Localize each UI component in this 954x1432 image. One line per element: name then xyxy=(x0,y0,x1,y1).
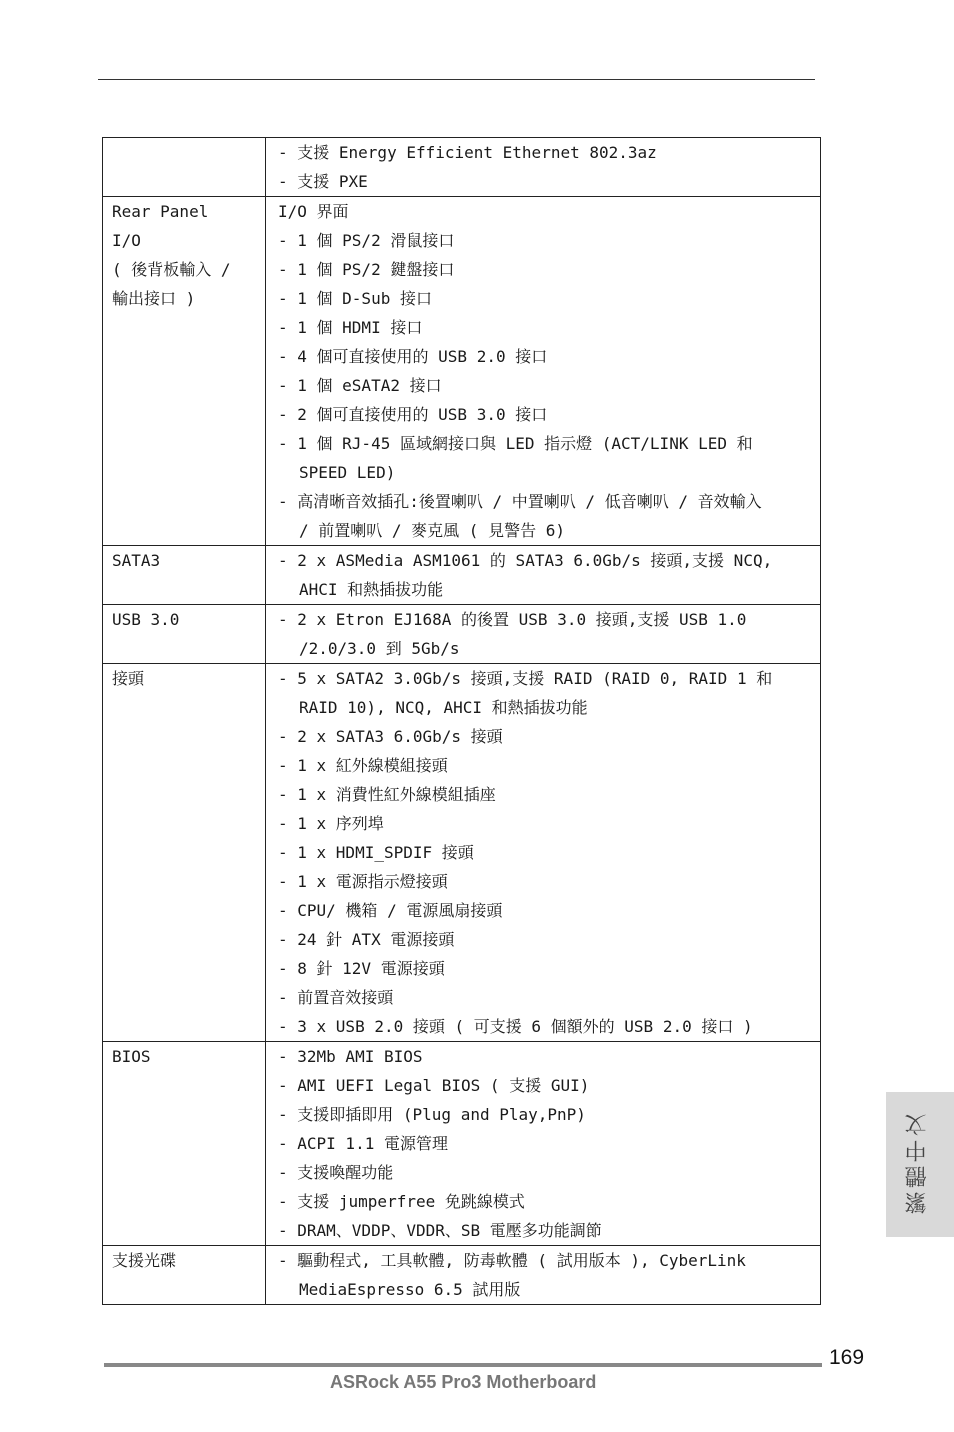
spec-value-line: - 前置音效接頭 xyxy=(278,988,394,1007)
spec-value-cell xyxy=(266,664,821,1042)
spec-value-line: - 2 x Etron EJ168A 的後置 USB 3.0 接頭,支援 USB 1.0 xyxy=(278,610,747,629)
spec-value-line: - 驅動程式, 工具軟體, 防毒軟體 ( 試用版本 ), CyberLink xyxy=(278,1251,746,1270)
spec-value-line: MediaEspresso 6.5 試用版 xyxy=(299,1280,521,1299)
top-rule xyxy=(98,79,815,80)
spec-value-line: - 高清晰音效插孔:後置喇叭 / 中置喇叭 / 低音喇叭 / 音效輸入 xyxy=(278,492,762,511)
spec-label-cell xyxy=(103,546,266,605)
spec-label-cell xyxy=(103,1042,266,1246)
spec-value-cell xyxy=(266,546,821,605)
spec-value-line: - ACPI 1.1 電源管理 xyxy=(278,1134,448,1153)
spec-value-line: - 5 x SATA2 3.0Gb/s 接頭,支援 RAID (RAID 0, RAID 1 和 xyxy=(278,669,773,688)
spec-label-line: BIOS xyxy=(112,1047,151,1066)
specification-table xyxy=(102,137,821,1305)
spec-row xyxy=(103,605,821,664)
spec-label-line: SATA3 xyxy=(112,551,161,570)
spec-value-line: - 支援即插即用 (Plug and Play,PnP) xyxy=(278,1105,586,1124)
spec-row xyxy=(103,138,821,197)
spec-value-line: - 1 個 RJ-45 區域網接口與 LED 指示燈 (ACT/LINK LED 和 xyxy=(278,434,753,453)
spec-label-cell xyxy=(103,664,266,1042)
spec-value-line: - 1 x 紅外線模組接頭 xyxy=(278,756,448,775)
spec-value-line: - 1 個 HDMI 接口 xyxy=(278,318,423,337)
spec-row xyxy=(103,664,821,1042)
spec-value-line: - 8 針 12V 電源接頭 xyxy=(278,959,445,978)
page-number: 169 xyxy=(829,1346,865,1369)
spec-value-line: - 1 個 PS/2 滑鼠接口 xyxy=(278,231,455,250)
spec-value-line: - 1 個 eSATA2 接口 xyxy=(278,376,442,395)
spec-value-line: - DRAM、VDDP、VDDR、SB 電壓多功能調節 xyxy=(278,1221,602,1240)
spec-value-cell xyxy=(266,605,821,664)
spec-value-line: - 1 x 序列埠 xyxy=(278,814,384,833)
spec-value-line: - 4 個可直接使用的 USB 2.0 接口 xyxy=(278,347,548,366)
language-side-tab-label: 繁體中文 xyxy=(905,1110,930,1214)
spec-value-line: - 支援 PXE xyxy=(278,172,368,191)
spec-label-line: ( 後背板輸入 / xyxy=(112,260,231,279)
spec-value-line: - 支援喚醒功能 xyxy=(278,1163,394,1182)
spec-value-cell xyxy=(266,138,821,197)
spec-row xyxy=(103,1246,821,1305)
spec-value-line: - 支援 Energy Efficient Ethernet 802.3az xyxy=(278,143,657,162)
spec-label-line: I/O xyxy=(112,231,141,250)
spec-label-cell xyxy=(103,138,266,197)
spec-label-line: USB 3.0 xyxy=(112,610,180,629)
spec-value-line: - 2 x ASMedia ASM1061 的 SATA3 6.0Gb/s 接頭,支援 NCQ, xyxy=(278,551,773,570)
spec-value-line: SPEED LED) xyxy=(299,463,396,482)
spec-value-line: - 1 x 電源指示燈接頭 xyxy=(278,872,448,891)
spec-value-line: / 前置喇叭 / 麥克風 ( 見警告 6) xyxy=(299,521,565,540)
spec-row xyxy=(103,197,821,546)
spec-label-line: 輸出接口 ) xyxy=(112,289,196,308)
spec-value-line: - 32Mb AMI BIOS xyxy=(278,1047,423,1066)
spec-value-line: AHCI 和熱插拔功能 xyxy=(299,580,444,599)
spec-value-line: - 3 x USB 2.0 接頭 ( 可支援 6 個額外的 USB 2.0 接口 ) xyxy=(278,1017,753,1036)
spec-value-line: - 1 個 D-Sub 接口 xyxy=(278,289,432,308)
spec-label-cell xyxy=(103,1246,266,1305)
spec-value-line: I/O 界面 xyxy=(278,202,349,221)
footer-title: ASRock A55 Pro3 Motherboard xyxy=(330,1372,597,1392)
specification-table-body xyxy=(103,138,821,1305)
spec-value-line: - 1 x HDMI_SPDIF 接頭 xyxy=(278,843,474,862)
spec-label-line: 接頭 xyxy=(112,669,145,688)
spec-row xyxy=(103,546,821,605)
spec-value-cell xyxy=(266,197,821,546)
spec-value-line: - CPU/ 機箱 / 電源風扇接頭 xyxy=(278,901,503,920)
spec-value-line: - 2 x SATA3 6.0Gb/s 接頭 xyxy=(278,727,503,746)
spec-label-line: Rear Panel xyxy=(112,202,209,221)
spec-label-line: 支援光碟 xyxy=(112,1251,177,1270)
spec-value-line: - 2 個可直接使用的 USB 3.0 接口 xyxy=(278,405,548,424)
spec-row xyxy=(103,1042,821,1246)
spec-value-cell xyxy=(266,1246,821,1305)
spec-value-line: - 1 x 消費性紅外線模組插座 xyxy=(278,785,496,804)
spec-value-line: RAID 10), NCQ, AHCI 和熱插拔功能 xyxy=(299,698,588,717)
spec-value-line: - 24 針 ATX 電源接頭 xyxy=(278,930,455,949)
spec-value-line: - 支援 jumperfree 免跳線模式 xyxy=(278,1192,525,1211)
spec-label-cell xyxy=(103,197,266,546)
spec-value-cell xyxy=(266,1042,821,1246)
footer-rule xyxy=(104,1363,822,1367)
language-side-tab xyxy=(886,1092,954,1237)
spec-label-cell xyxy=(103,605,266,664)
spec-value-line: - AMI UEFI Legal BIOS ( 支援 GUI) xyxy=(278,1076,590,1095)
spec-value-line: - 1 個 PS/2 鍵盤接口 xyxy=(278,260,455,279)
spec-value-line: /2.0/3.0 到 5Gb/s xyxy=(299,639,460,658)
